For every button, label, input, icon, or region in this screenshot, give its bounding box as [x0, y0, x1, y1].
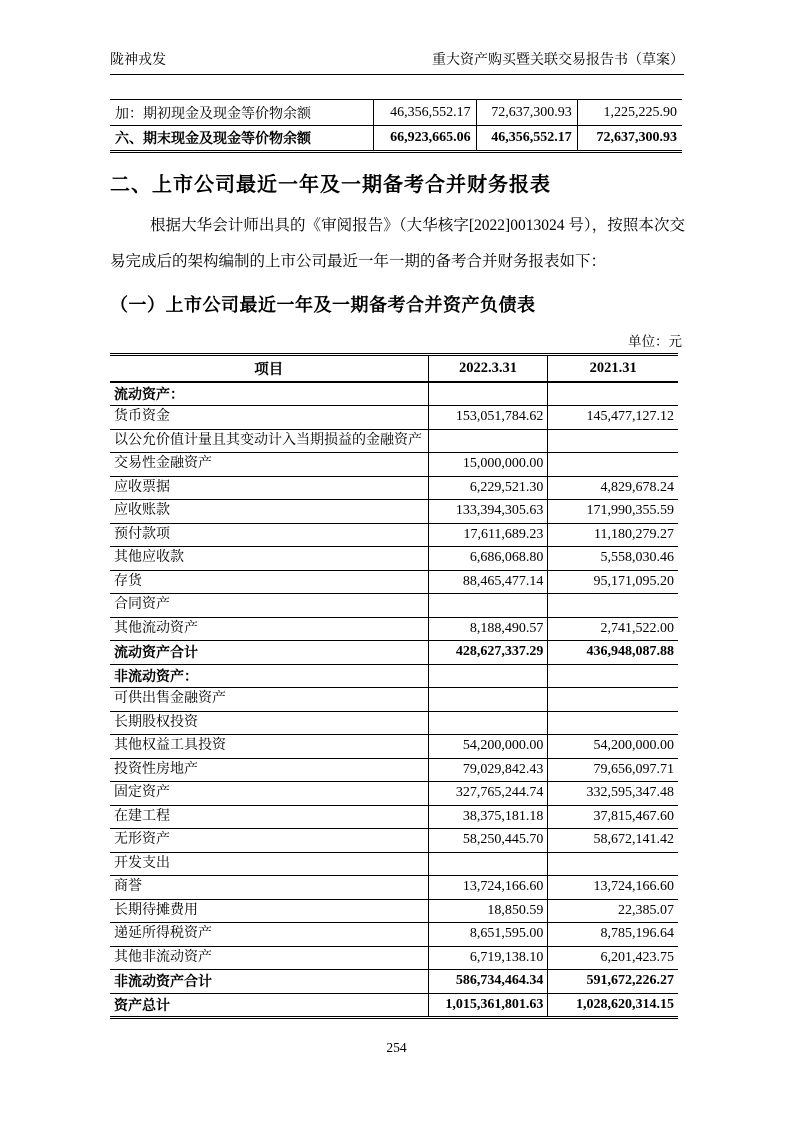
item-cell: 固定资产 — [110, 782, 428, 806]
item-cell: 非流动资产： — [110, 664, 428, 688]
item-cell: 开发支出 — [110, 852, 428, 876]
section-heading: 二、上市公司最近一年及一期备考合并财务报表 — [110, 174, 551, 196]
value-cell-3: 1,225,225.90 — [577, 100, 682, 126]
table-row — [110, 100, 682, 126]
item-cell: 六、期末现金及现金等价物余额 — [110, 126, 373, 152]
value-2022-cell: 6,229,521.30 — [428, 476, 548, 500]
item-cell: 其他流动资产 — [110, 617, 428, 641]
value-2022-cell: 8,188,490.57 — [428, 617, 548, 641]
item-cell: 其他非流动资产 — [110, 946, 428, 970]
value-2021-cell: 332,595,347.48 — [548, 782, 678, 806]
value-2022-cell — [428, 852, 548, 876]
item-cell: 无形资产 — [110, 829, 428, 853]
item-cell: 货币资金 — [110, 406, 428, 430]
cash-flow-table-body — [110, 100, 682, 152]
table-row — [110, 946, 678, 970]
value-2022-cell — [428, 429, 548, 453]
table-row — [110, 406, 678, 430]
item-cell: 以公允价值计量且其变动计入当期损益的金融资产 — [110, 429, 428, 453]
value-2021-cell — [548, 711, 678, 735]
value-2022-cell: 58,250,445.70 — [428, 829, 548, 853]
value-2021-cell: 145,477,127.12 — [548, 406, 678, 430]
item-cell: 资产总计 — [110, 993, 428, 1018]
table-row — [110, 805, 678, 829]
column-header-2022-3-31: 2022.3.31 — [428, 355, 548, 382]
unit-label: 单位：元 — [628, 334, 682, 349]
value-2021-cell: 6,201,423.75 — [548, 946, 678, 970]
value-cell-2: 72,637,300.93 — [476, 100, 577, 126]
value-2021-cell: 5,558,030.46 — [548, 547, 678, 571]
value-2021-cell: 22,385.07 — [548, 899, 678, 923]
balance-sheet-body — [110, 382, 678, 1018]
table-row — [110, 500, 678, 524]
value-cell-2: 46,356,552.17 — [476, 126, 577, 152]
value-2022-cell: 15,000,000.00 — [428, 453, 548, 477]
item-cell: 存货 — [110, 570, 428, 594]
column-header-item: 项目 — [110, 355, 428, 382]
value-2022-cell: 88,465,477.14 — [428, 570, 548, 594]
table-row — [110, 547, 678, 571]
table-row — [110, 993, 678, 1018]
item-cell: 合同资产 — [110, 594, 428, 618]
value-2021-cell: 54,200,000.00 — [548, 735, 678, 759]
value-2021-cell — [548, 852, 678, 876]
value-2022-cell — [428, 688, 548, 712]
item-cell: 长期股权投资 — [110, 711, 428, 735]
value-2022-cell: 586,734,464.34 — [428, 970, 548, 994]
item-cell: 流动资产合计 — [110, 641, 428, 665]
value-2021-cell: 58,672,141.42 — [548, 829, 678, 853]
value-2022-cell: 6,686,068.80 — [428, 547, 548, 571]
value-2021-cell: 591,672,226.27 — [548, 970, 678, 994]
table-row — [110, 711, 678, 735]
table-row — [110, 923, 678, 947]
value-2021-cell: 79,656,097.71 — [548, 758, 678, 782]
value-2022-cell: 8,651,595.00 — [428, 923, 548, 947]
table-row — [110, 126, 682, 152]
value-2021-cell — [548, 429, 678, 453]
value-2021-cell: 171,990,355.59 — [548, 500, 678, 524]
item-cell: 交易性金融资产 — [110, 453, 428, 477]
item-cell: 递延所得税资产 — [110, 923, 428, 947]
value-2022-cell: 54,200,000.00 — [428, 735, 548, 759]
header-doc-full-title: 重大资产购买暨关联交易报告书（草案） — [432, 53, 684, 68]
value-2022-cell: 6,719,138.10 — [428, 946, 548, 970]
value-2021-cell — [548, 664, 678, 688]
table-row — [110, 899, 678, 923]
value-2022-cell: 327,765,244.74 — [428, 782, 548, 806]
value-2022-cell: 153,051,784.62 — [428, 406, 548, 430]
value-2022-cell: 428,627,337.29 — [428, 641, 548, 665]
value-2022-cell: 17,611,689.23 — [428, 523, 548, 547]
value-2022-cell: 133,394,305.63 — [428, 500, 548, 524]
intro-paragraph: 根据大华会计师出具的《审阅报告》（大华核字[2022]0013024 号），按照本次交易完成后的架构编制的上市公司最近一年一期的备考合并财务报表如下： — [110, 217, 685, 270]
item-cell: 其他权益工具投资 — [110, 735, 428, 759]
value-2021-cell — [548, 453, 678, 477]
table-row — [110, 641, 678, 665]
table-row — [110, 617, 678, 641]
table-row — [110, 664, 678, 688]
value-2021-cell: 11,180,279.27 — [548, 523, 678, 547]
item-cell: 流动资产： — [110, 382, 428, 406]
table-row — [110, 523, 678, 547]
value-2021-cell: 4,829,678.24 — [548, 476, 678, 500]
value-2022-cell: 79,029,842.43 — [428, 758, 548, 782]
value-2022-cell — [428, 664, 548, 688]
table-row — [110, 570, 678, 594]
table-row — [110, 970, 678, 994]
value-cell-1: 46,356,552.17 — [373, 100, 476, 126]
value-2021-cell: 1,028,620,314.15 — [548, 993, 678, 1018]
page-header — [110, 49, 684, 75]
item-cell: 预付款项 — [110, 523, 428, 547]
item-cell: 在建工程 — [110, 805, 428, 829]
value-2021-cell: 95,171,095.20 — [548, 570, 678, 594]
table-row — [110, 688, 678, 712]
value-2021-cell: 13,724,166.60 — [548, 876, 678, 900]
cash-flow-continuation-table — [110, 99, 682, 153]
subsection-heading: （一）上市公司最近一年及一期备考合并资产负债表 — [110, 295, 536, 315]
table-row — [110, 852, 678, 876]
value-2021-cell — [548, 594, 678, 618]
value-2022-cell — [428, 382, 548, 406]
value-2022-cell: 1,015,361,801.63 — [428, 993, 548, 1018]
table-row — [110, 758, 678, 782]
table-row — [110, 782, 678, 806]
item-cell: 加：期初现金及现金等价物余额 — [110, 100, 373, 126]
item-cell: 商誉 — [110, 876, 428, 900]
table-row — [110, 876, 678, 900]
value-2021-cell: 8,785,196.64 — [548, 923, 678, 947]
item-cell: 非流动资产合计 — [110, 970, 428, 994]
item-cell: 其他应收款 — [110, 547, 428, 571]
value-2022-cell: 13,724,166.60 — [428, 876, 548, 900]
table-row — [110, 453, 678, 477]
value-2021-cell — [548, 382, 678, 406]
value-2022-cell — [428, 594, 548, 618]
value-2021-cell: 2,741,522.00 — [548, 617, 678, 641]
header-doc-short-title: 陇神戎发 — [110, 53, 166, 68]
item-cell: 长期待摊费用 — [110, 899, 428, 923]
table-header-row — [110, 355, 678, 382]
page-number: 254 — [386, 1040, 407, 1055]
value-2021-cell: 37,815,467.60 — [548, 805, 678, 829]
item-cell: 应收账款 — [110, 500, 428, 524]
value-cell-3: 72,637,300.93 — [577, 126, 682, 152]
table-row — [110, 594, 678, 618]
table-row — [110, 382, 678, 406]
table-row — [110, 476, 678, 500]
item-cell: 投资性房地产 — [110, 758, 428, 782]
table-row — [110, 429, 678, 453]
item-cell: 可供出售金融资产 — [110, 688, 428, 712]
value-2021-cell: 436,948,087.88 — [548, 641, 678, 665]
value-2021-cell — [548, 688, 678, 712]
value-cell-1: 66,923,665.06 — [373, 126, 476, 152]
table-row — [110, 829, 678, 853]
value-2022-cell: 38,375,181.18 — [428, 805, 548, 829]
column-header-2021-31: 2021.31 — [548, 355, 678, 382]
value-2022-cell — [428, 711, 548, 735]
value-2022-cell: 18,850.59 — [428, 899, 548, 923]
balance-sheet-table — [110, 353, 678, 1019]
table-row — [110, 735, 678, 759]
item-cell: 应收票据 — [110, 476, 428, 500]
